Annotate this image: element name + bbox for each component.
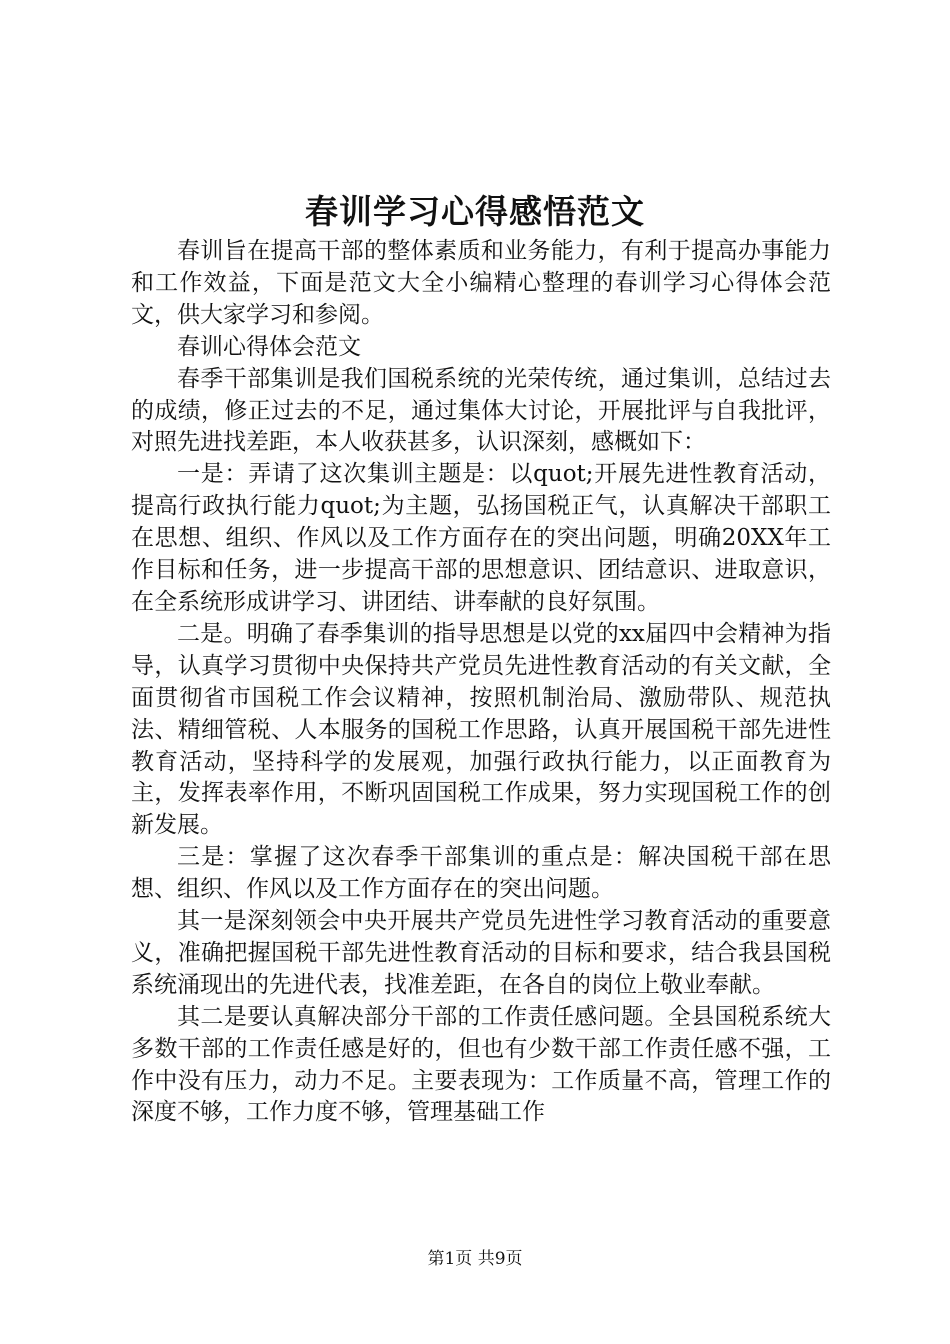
paragraph: 其二是要认真解决部分干部的工作责任感问题。全县国税系统大多数干部的工作责任感是好的，但也有少数干部工作责任感不强，工作中没有压力，动力不足。主要表现为：工作质量不高，管理工作的深度不够，工作力度不够，管理基础工作 [131,1003,831,1126]
document-title: 春训学习心得感悟范文 [305,192,645,231]
paragraph-subheading: 春训心得体会范文 [177,333,361,360]
page-footer: 第1页 共9页 [427,1249,523,1269]
paragraph: 春季干部集训是我们国税系统的光荣传统，通过集训，总结过去的成绩，修正过去的不足，通过集体大讨论，开展批评与自我批评，对照先进找差距，本人收获甚多，认识深刻，感概如下： [131,365,831,456]
paragraph: 二是。明确了春季集训的指导思想是以党的xx届四中会精神为指导，认真学习贯彻中央保持共产党员先进性教育活动的有关文献，全面贯彻省市国税工作会议精神，按照机制治局、激励带队、规范执法、精细管税、人本服务的国税工作思路，认真开展国税干部先进性教育活动，坚持科学的发展观，加强行政执行能力，以正面教育为主，发挥表率作用，不断巩固国税工作成果，努力实现国税工作的创新发展。 [131,620,831,839]
document-body [131,236,831,1129]
paragraph: 一是：弄请了这次集训主题是：以quot;开展先进性教育活动，提高行政执行能力quot;为主题，弘扬国税正气，认真解决干部职工在思想、组织、作风以及工作方面存在的突出问题，明确20XX年工作目标和任务，进一步提高干部的思想意识、团结意识、进取意识，在全系统形成讲学习、讲团结、讲奉献的良好氛围。 [131,461,831,615]
paragraph: 三是：掌握了这次春季干部集训的重点是：解决国税干部在思想、组织、作风以及工作方面存在的突出问题。 [131,844,831,903]
paragraph: 其一是深刻领会中央开展共产党员先进性学习教育活动的重要意义，准确把握国税干部先进性教育活动的目标和要求，结合我县国税系统涌现出的先进代表，找准差距，在各自的岗位上敬业奉献。 [131,908,831,998]
paragraph-intro: 春训旨在提高干部的整体素质和业务能力，有利于提高办事能力和工作效益，下面是范文大全小编精心整理的春训学习心得体会范文，供大家学习和参阅。 [131,238,831,328]
